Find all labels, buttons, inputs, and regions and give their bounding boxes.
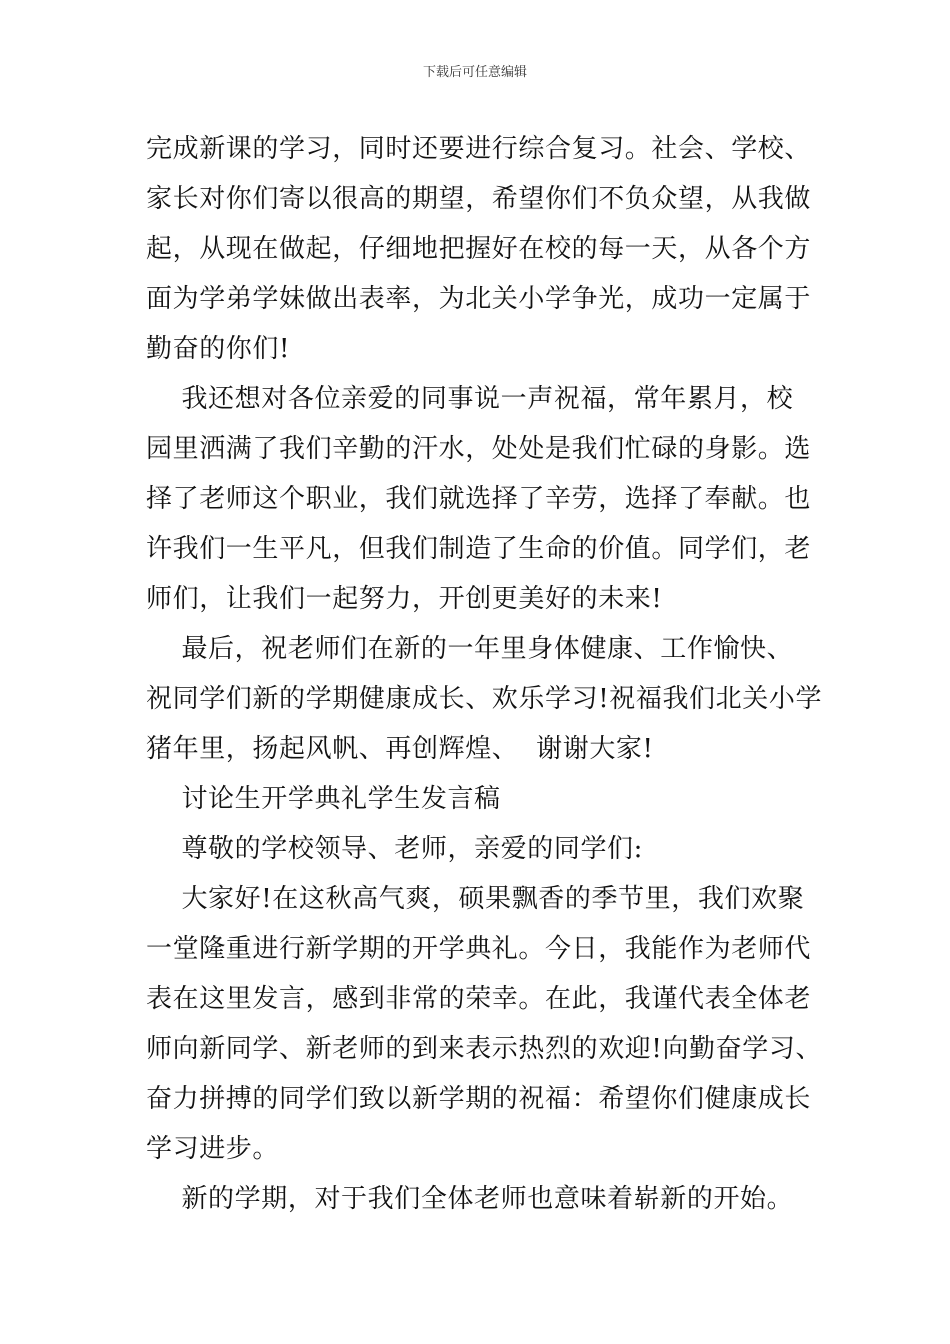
text-line: 表在这里发言，感到非常的荣幸。在此，我谨代表全体老 [146,984,812,1014]
text-line: 择了老师这个职业，我们就选择了辛劳，选择了奉献。也 [146,484,812,514]
text-line: 最后，祝老师们在新的一年里身体健康、工作愉快、 [146,634,794,664]
text-line: 面为学弟学妹做出表率，为北关小学争光，成功一定属于 [146,284,812,314]
page-header: 下载后可任意编辑 [422,65,527,80]
text-line: 新的学期，对于我们全体老师也意味着崭新的开始。 [146,1184,794,1214]
text-line: 奋力拼搏的同学们致以新学期的祝福：希望你们健康成长 [146,1084,812,1114]
salutation: 尊敬的学校领导、老师，亲爱的同学们: [146,834,644,864]
text-line: 大家好!在这秋高气爽，硕果飘香的季节里，我们欢聚 [146,884,805,914]
section-title: 讨论生开学典礼学生发言稿 [146,784,501,814]
text-line: 我还想对各位亲爱的同事说一声祝福，常年累月，校 [146,384,794,414]
text-line: 完成新课的学习，同时还要进行综合复习。社会、学校、 [146,134,812,164]
text-line: 勤奋的你们! [146,334,291,364]
text-line: 起，从现在做起，仔细地把握好在校的每一天，从各个方 [146,234,812,264]
text-line: 猪年里，扬起风帆、再创辉煌、 谢谢大家! [146,734,654,764]
text-line: 学习进步。 [146,1134,280,1164]
text-line: 家长对你们寄以很高的期望，希望你们不负众望，从我做 [146,184,812,214]
text-line: 一堂隆重进行新学期的开学典礼。今日，我能作为老师代 [146,934,812,964]
text-line: 园里洒满了我们辛勤的汗水，处处是我们忙碌的身影。选 [146,434,812,464]
text-line: 师向新同学、新老师的到来表示热烈的欢迎!向勤奋学习、 [146,1034,823,1064]
text-line: 师们，让我们一起努力，开创更美好的未来! [146,584,663,614]
text-line: 祝同学们新的学期健康成长、欢乐学习!祝福我们北关小学 [146,684,823,714]
text-line: 许我们一生平凡，但我们制造了生命的价值。同学们，老 [146,534,812,564]
